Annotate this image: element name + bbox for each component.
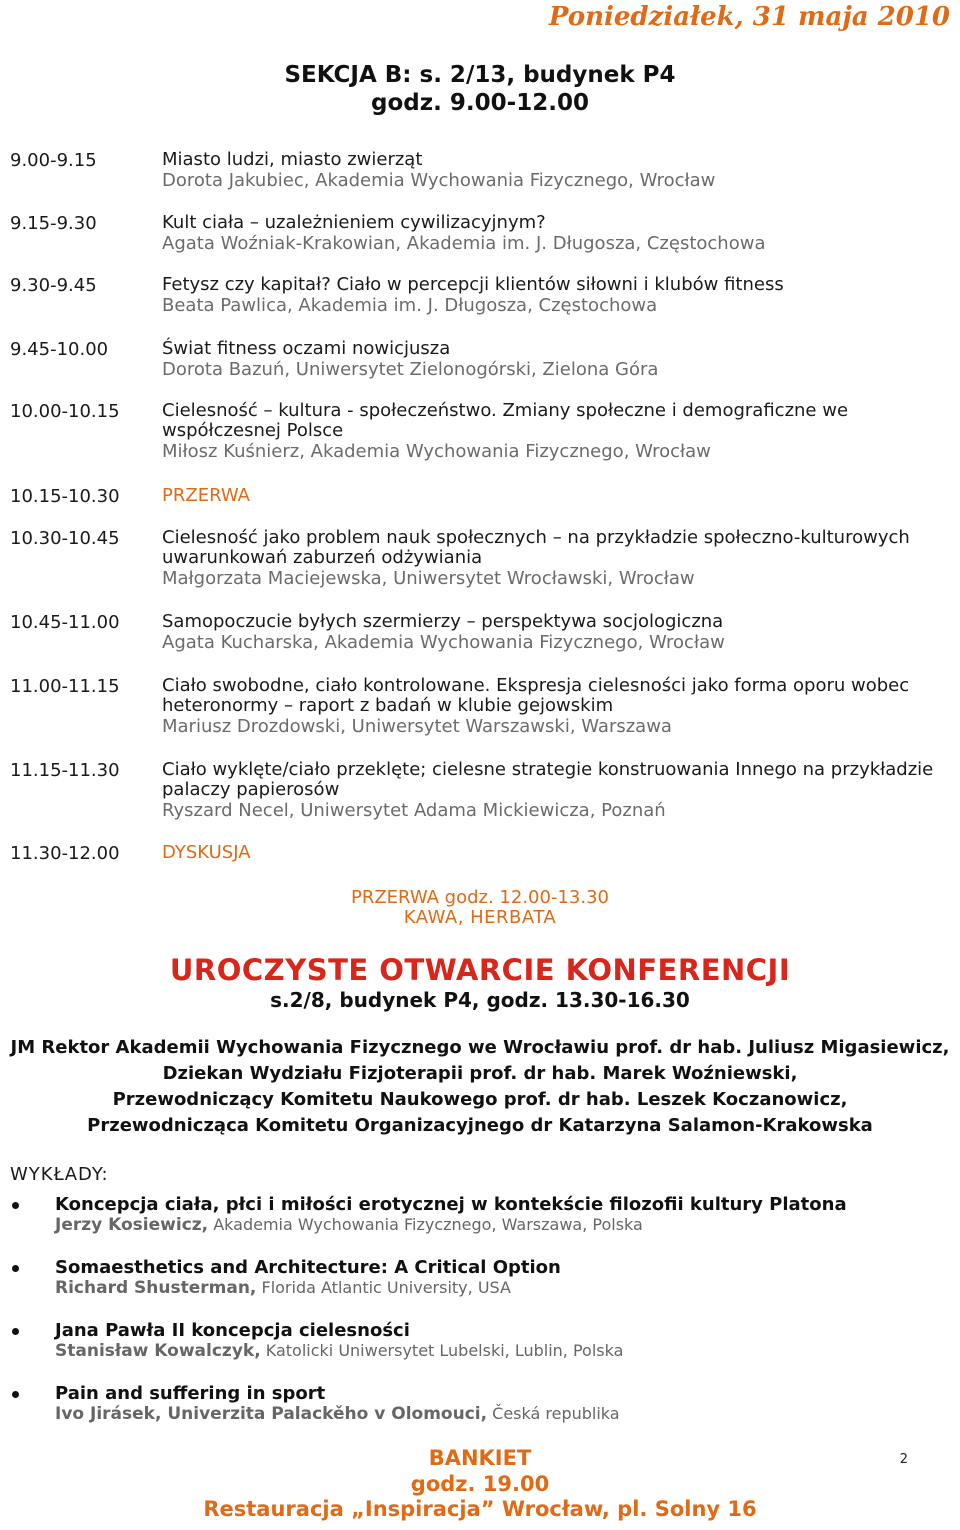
- lecture-author: [55, 1341, 623, 1361]
- lecture-author: [55, 1215, 643, 1235]
- session-title: Fetysz czy kapitał? Ciało w percepcji klientów siłowni i klubów fitness: [162, 274, 784, 295]
- honoree-scientific-chair: Przewodniczący Komitetu Naukowego prof. dr hab. Leszek Koczanowicz,: [112, 1089, 848, 1110]
- lecture-affiliation: Florida Atlantic University, USA: [256, 1278, 511, 1297]
- session-title: Ciało swobodne, ciało kontrolowane. Ekspresja cielesności jako forma oporu wobec heteronormy – raport z badań w klubie gejowskim: [162, 675, 910, 716]
- session-break-label: PRZERWA: [162, 485, 250, 506]
- session-time: 11.15-11.30: [10, 760, 120, 781]
- session-author: Miłosz Kuśnierz, Akademia Wychowania Fizycznego, Wrocław: [162, 441, 711, 462]
- session-time: 10.00-10.15: [10, 401, 120, 422]
- session-author: Agata Woźniak-Krakowian, Akademia im. J. Długosza, Częstochowa: [162, 233, 766, 254]
- session-discussion-label: DYSKUSJA: [162, 842, 251, 863]
- session-time: 9.15-9.30: [10, 213, 97, 234]
- session-time: 9.30-9.45: [10, 275, 97, 296]
- banquet-time: godz. 19.00: [410, 1472, 550, 1496]
- session-time: 11.00-11.15: [10, 676, 120, 697]
- lecture-title: Somaesthetics and Architecture: A Critical Option: [55, 1257, 561, 1278]
- session-time: 10.30-10.45: [10, 528, 120, 549]
- lectures-label: WYKŁADY:: [10, 1164, 109, 1185]
- session-time: 10.15-10.30: [10, 486, 120, 507]
- bullet-icon: [12, 1391, 19, 1398]
- section-hours: godz. 9.00-12.00: [371, 90, 589, 116]
- session-author: Dorota Bazuń, Uniwersytet Zielonogórski, Zielona Góra: [162, 359, 659, 380]
- session-author: Ryszard Necel, Uniwersytet Adama Mickiewicza, Poznań: [162, 800, 666, 821]
- lecture-author: [55, 1278, 511, 1298]
- session-author: Dorota Jakubiec, Akademia Wychowania Fizycznego, Wrocław: [162, 170, 716, 191]
- bullet-icon: [12, 1265, 19, 1272]
- banquet-place: Restauracja „Inspiracja” Wrocław, pl. Solny 16: [203, 1497, 757, 1521]
- date-header: Poniedziałek, 31 maja 2010: [548, 2, 950, 32]
- lecture-title: Pain and suffering in sport: [55, 1383, 326, 1404]
- lecture-speaker: Richard Shusterman,: [55, 1278, 257, 1298]
- session-time: 9.00-9.15: [10, 150, 97, 171]
- honoree-dean: Dziekan Wydziału Fizjoterapii prof. dr hab. Marek Woźniewski,: [162, 1063, 798, 1084]
- page-number: 2: [899, 1452, 908, 1467]
- bullet-icon: [12, 1328, 19, 1335]
- lecture-speaker: Jerzy Kosiewicz,: [55, 1215, 209, 1235]
- opening-title: UROCZYSTE OTWARCIE KONFERENCJI: [169, 953, 791, 987]
- lecture-affiliation: Katolicki Uniwersytet Lubelski, Lublin, Polska: [260, 1341, 624, 1360]
- session-time: 11.30-12.00: [10, 843, 120, 864]
- break-notice-refreshments: KAWA, HERBATA: [403, 907, 557, 928]
- session-author: Beata Pawlica, Akademia im. J. Długosza, Częstochowa: [162, 295, 658, 316]
- session-author: Agata Kucharska, Akademia Wychowania Fizycznego, Wrocław: [162, 632, 725, 653]
- session-title: Cielesność jako problem nauk społecznych – na przykładzie społeczno-kulturowych uwarunkowań zaburzeń odżywiania: [162, 527, 910, 568]
- session-author: Małgorzata Maciejewska, Uniwersytet Wrocławski, Wrocław: [162, 568, 695, 589]
- honoree-rector: JM Rektor Akademii Wychowania Fizycznego we Wrocławiu prof. dr hab. Juliusz Migasiewicz,: [10, 1037, 950, 1058]
- banquet-title: BANKIET: [428, 1446, 532, 1470]
- session-title: Samopoczucie byłych szermierzy – perspektywa socjologiczna: [162, 611, 724, 632]
- session-title: Ciało wyklęte/ciało przeklęte; cielesne strategie konstruowania Innego na przykładzie palaczy papierosów: [162, 759, 934, 800]
- session-author: Mariusz Drozdowski, Uniwersytet Warszawski, Warszawa: [162, 716, 672, 737]
- lecture-speaker: Ivo Jirásek, Univerzita Palackěho v Olomouci,: [55, 1404, 488, 1424]
- session-time: 9.45-10.00: [10, 339, 109, 360]
- session-title: Cielesność – kultura - społeczeństwo. Zmiany społeczne i demograficzne we współczesnej Polsce: [162, 400, 849, 441]
- session-time: 10.45-11.00: [10, 612, 120, 633]
- lecture-title: Koncepcja ciała, płci i miłości erotycznej w kontekście filozofii kultury Platona: [55, 1194, 847, 1215]
- opening-location: s.2/8, budynek P4, godz. 13.30-16.30: [270, 988, 690, 1012]
- session-title: Kult ciała – uzależnieniem cywilizacyjnym?: [162, 212, 546, 233]
- break-notice-time: PRZERWA godz. 12.00-13.30: [350, 887, 609, 908]
- session-title: Świat fitness oczami nowicjusza: [162, 338, 451, 359]
- lecture-affiliation: Akademia Wychowania Fizycznego, Warszawa, Polska: [208, 1215, 643, 1234]
- lecture-title: Jana Pawła II koncepcja cielesności: [55, 1320, 410, 1341]
- lecture-affiliation: Česká republika: [487, 1404, 620, 1423]
- section-title: SEKCJA B: s. 2/13, budynek P4: [284, 62, 676, 88]
- lecture-speaker: Stanisław Kowalczyk,: [55, 1341, 261, 1361]
- lecture-author: [55, 1404, 620, 1424]
- bullet-icon: [12, 1202, 19, 1209]
- honoree-organizing-chair: Przewodnicząca Komitetu Organizacyjnego dr Katarzyna Salamon-Krakowska: [87, 1115, 873, 1136]
- session-title: Miasto ludzi, miasto zwierząt: [162, 149, 423, 170]
